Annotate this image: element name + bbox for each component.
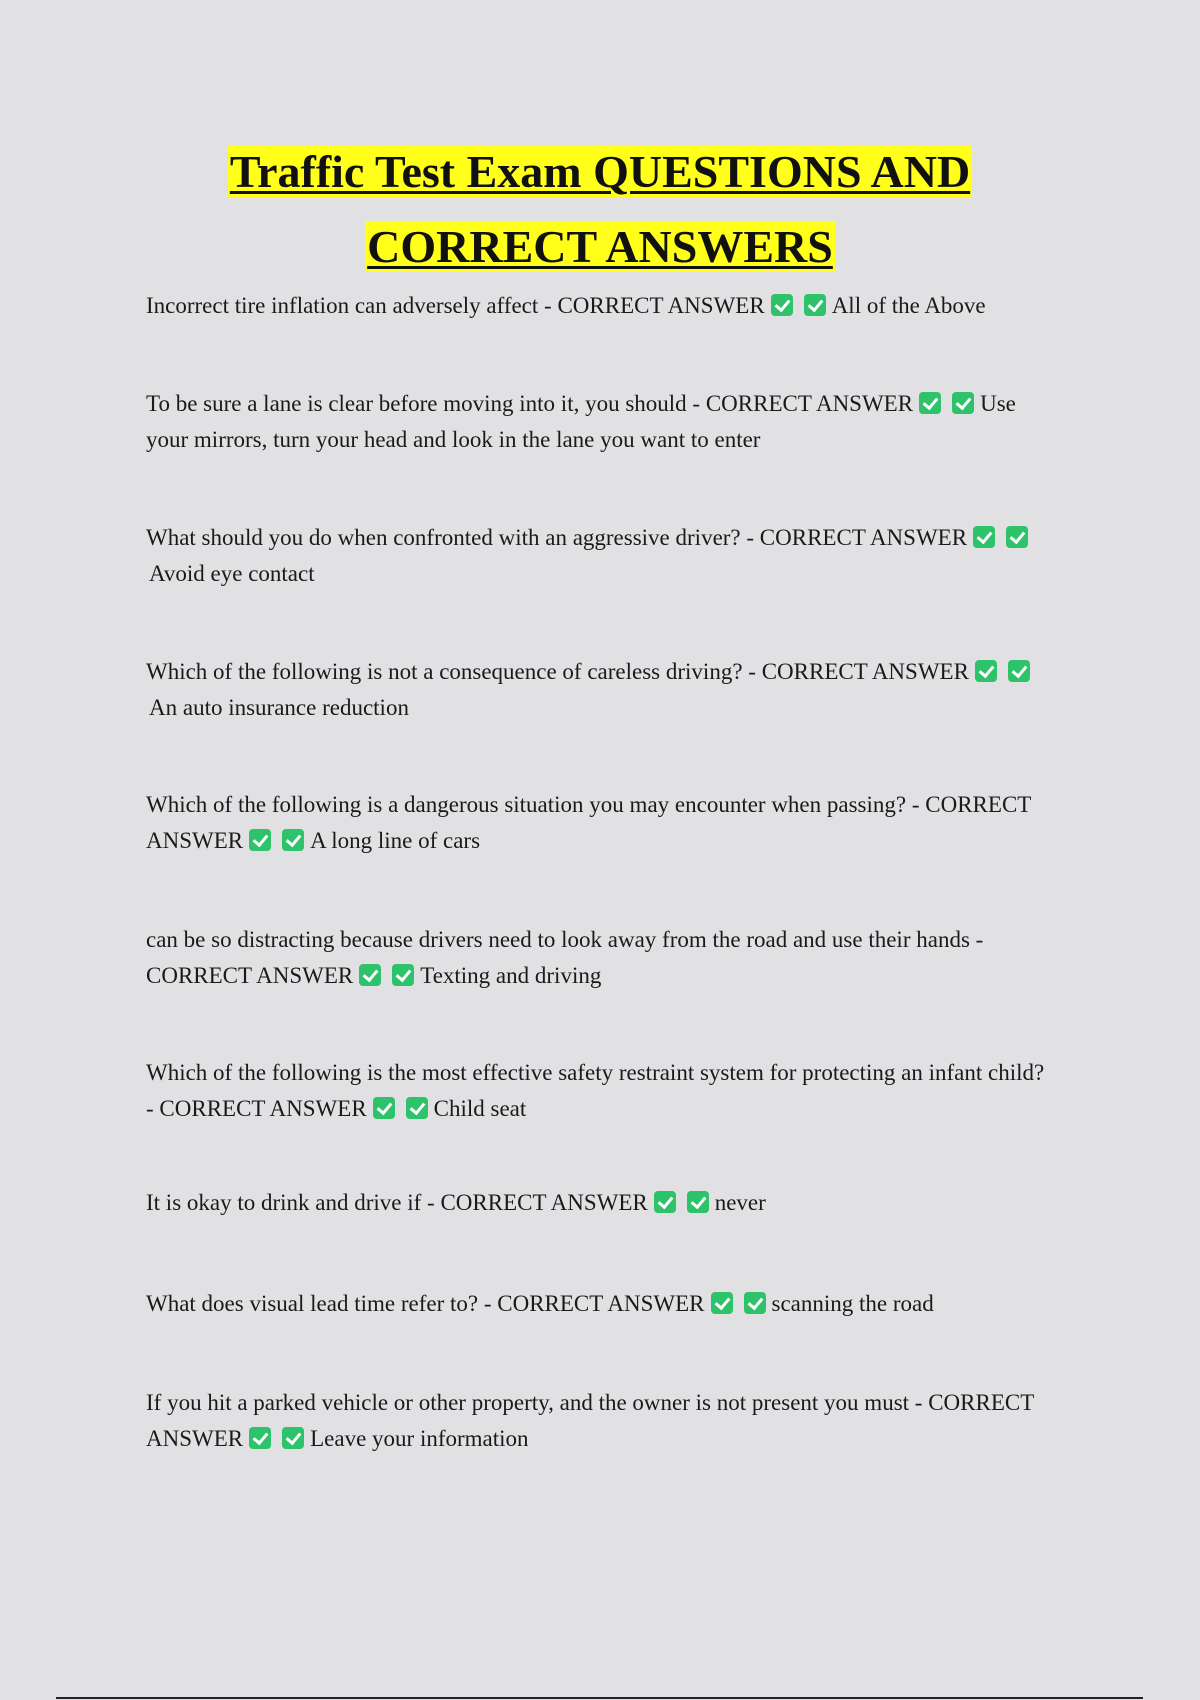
answer-text: never [714, 1190, 766, 1215]
footer-divider [56, 1697, 1143, 1699]
check-mark-icon [804, 294, 826, 316]
check-mark-icon [973, 526, 995, 548]
qa-item [146, 520, 1046, 592]
check-mark-icon [249, 1427, 271, 1449]
check-mark-icon [711, 1292, 733, 1314]
check-mark-icon [373, 1097, 395, 1119]
answer-text: Child seat [433, 1096, 527, 1121]
title-text-2: CORRECT ANSWERS [367, 221, 833, 272]
question-text: If you hit a parked vehicle or other property, and the owner is not present you must - CORRECT ANSWER [146, 1390, 1034, 1451]
answer-text: A long line of cars [310, 828, 481, 853]
qa-item [146, 1286, 1046, 1322]
page-title [0, 140, 1200, 290]
check-mark-icon [744, 1292, 766, 1314]
check-mark-icon [406, 1097, 428, 1119]
question-text: To be sure a lane is clear before moving into it, you should - CORRECT ANSWER [146, 391, 914, 416]
qa-item [146, 1185, 1046, 1221]
answer-text: Leave your information [310, 1426, 529, 1451]
question-text: It is okay to drink and drive if - CORRECT ANSWER [146, 1190, 648, 1215]
check-mark-icon [359, 964, 381, 986]
question-text: Which of the following is the most effective safety restraint system for protecting an infant child? - CORRECT ANSWER [146, 1060, 1045, 1121]
check-mark-icon [975, 660, 997, 682]
check-mark-icon [282, 1427, 304, 1449]
answer-text: Avoid eye contact [149, 561, 315, 586]
check-mark-icon [687, 1191, 709, 1213]
qa-item [146, 288, 1046, 324]
qa-item [146, 922, 1046, 994]
qa-item [146, 654, 1046, 726]
check-mark-icon [392, 964, 414, 986]
check-mark-icon [249, 829, 271, 851]
question-text: can be so distracting because drivers need to look away from the road and use their hands - CORRECT ANSWER [146, 927, 984, 988]
check-mark-icon [771, 294, 793, 316]
answer-text: Use your mirrors, turn your head and look in the lane you want to enter [146, 391, 1016, 452]
answer-text: An auto insurance reduction [149, 695, 409, 720]
question-text: Which of the following is not a consequence of careless driving? - CORRECT ANSWER [146, 659, 969, 684]
question-text: Which of the following is a dangerous situation you may encounter when passing? - CORRECT ANSWER [146, 792, 1031, 853]
question-text: What should you do when confronted with an aggressive driver? - CORRECT ANSWER [146, 525, 968, 550]
qa-item [146, 1055, 1046, 1127]
answer-text: scanning the road [771, 1291, 934, 1316]
check-mark-icon [654, 1191, 676, 1213]
answer-text: Texting and driving [420, 963, 602, 988]
question-text: Incorrect tire inflation can adversely affect - CORRECT ANSWER [146, 293, 765, 318]
check-mark-icon [919, 392, 941, 414]
title-text-1: Traffic Test Exam QUESTIONS AND [229, 146, 971, 197]
question-text: What does visual lead time refer to? - CORRECT ANSWER [146, 1291, 705, 1316]
check-mark-icon [1006, 526, 1028, 548]
title-line-1 [0, 140, 1200, 215]
check-mark-icon [282, 829, 304, 851]
check-mark-icon [1008, 660, 1030, 682]
check-mark-icon [952, 392, 974, 414]
answer-text: All of the Above [831, 293, 986, 318]
qa-item [146, 787, 1046, 859]
title-line-2 [0, 215, 1200, 290]
qa-item [146, 1385, 1046, 1457]
qa-item [146, 386, 1046, 458]
